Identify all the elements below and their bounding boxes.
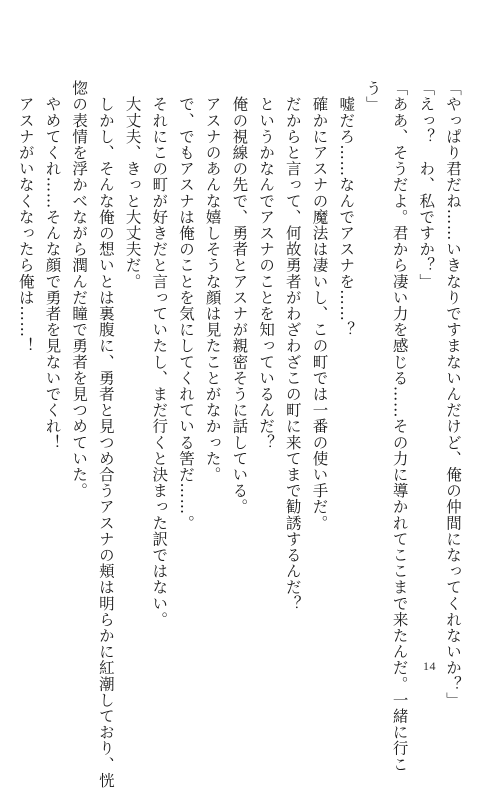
text-line: で、でもアスナは俺のことを気にしてくれている筈だ……。	[176, 80, 195, 531]
text-line: アスナがいなくなったら俺は……！	[16, 80, 35, 354]
text-line: 「えっ？ わ、私ですか？」	[417, 80, 436, 290]
text-line: アスナのあんな嬉しそうな顔は見たことがなかった。	[203, 80, 222, 483]
text-line: それにこの町が好きだと言っていたし、まだ行くと決まった訳ではない。	[150, 80, 169, 628]
text-line: 「ああ、そうだよ。君から凄い力を感じる……その力に導かれてここまで来たんだ。一緒に行こ	[390, 80, 409, 773]
text-line: しかし、そんな俺の想いとは裏腹に、勇者と見つめ合うアスナの頬は明らかに紅潮しており、恍	[96, 80, 115, 788]
text-line: というかなんでアスナのことを知っているんだ？	[257, 80, 276, 451]
text-line: だからと言って、何故勇者がわざわざこの町に来てまで勧誘するんだ？	[283, 80, 302, 612]
text-line: 大丈夫、きっと大丈夫だ。	[123, 80, 142, 290]
text-line: 惚の表情を浮かべながら潤んだ瞳で勇者を見つめていた。	[70, 80, 89, 499]
text-line: 「やっぱり君だね……いきなりですまないんだけど、俺の仲間になってくれないか？」	[444, 80, 462, 708]
text-line: やめてくれ……そんな顔で勇者を見ないでくれ！	[43, 80, 62, 451]
text-line: 嘘だろ……なんでアスナを……？	[337, 80, 356, 338]
page-number: 14	[423, 659, 436, 673]
text-line: う」	[363, 80, 382, 113]
text-line: 俺の視線の先で、勇者とアスナが親密そうに話している。	[230, 80, 249, 515]
text-line: 確かにアスナの魔法は凄いし、この町では一番の使い手だ。	[310, 80, 329, 531]
